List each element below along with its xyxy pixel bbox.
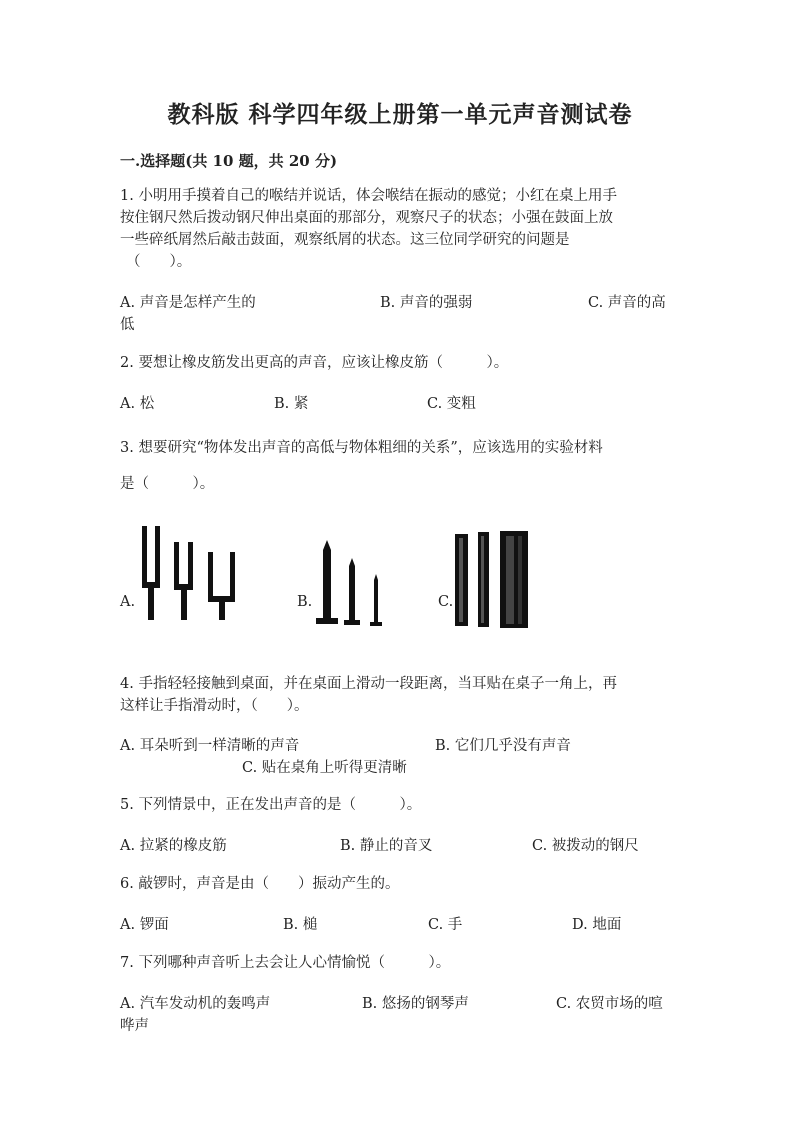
rods-figure [452, 528, 530, 630]
q7-option-c: C. 农贸市场的喧 [556, 996, 663, 1012]
question-1-line: 一些碎纸屑然后敲击鼓面，观察纸屑的状态。这三位同学研究的问题是 [120, 232, 570, 248]
page-title: 教科版 科学四年级上册第一单元声音测试卷 [167, 101, 633, 128]
tuning-forks-figure [138, 522, 248, 622]
q7-option-a: A. 汽车发动机的轰鸣声 [120, 996, 271, 1012]
question-3-stem [120, 430, 675, 502]
question-4-stem [120, 673, 675, 717]
q2-option-c: C. 变粗 [427, 396, 476, 412]
q1-option-b: B. 声音的强弱 [380, 295, 473, 311]
q3-option-c-label: C. [438, 594, 454, 610]
section-heading: 一.选择题(共 10 题，共 20 分) [120, 152, 338, 170]
question-1-stem [120, 185, 675, 273]
q2-option-b: B. 紧 [274, 396, 309, 412]
q1-option-c-wrap: 低 [120, 317, 135, 333]
question-4-line: 4. 手指轻轻接触到桌面，并在桌面上滑动一段距离，当耳贴在桌子一角上，再 [120, 676, 617, 692]
q4-option-c: C. 贴在桌角上听得更清晰 [242, 760, 407, 776]
q1-option-c: C. 声音的高 [588, 295, 666, 311]
q6-option-c: C. 手 [428, 917, 463, 933]
q4-option-a: A. 耳朵听到一样清晰的声音 [120, 738, 300, 754]
question-2-stem: 2. 要想让橡皮筋发出更高的声音，应该让橡皮筋（ ）。 [120, 355, 509, 371]
q6-option-a: A. 锣面 [120, 917, 169, 933]
q5-option-b: B. 静止的音叉 [340, 838, 433, 854]
q4-option-b: B. 它们几乎没有声音 [435, 738, 571, 754]
q7-option-c-wrap: 哗声 [120, 1018, 149, 1034]
q2-option-a: A. 松 [120, 396, 155, 412]
q3-option-a-label: A. [120, 594, 136, 610]
question-6-stem: 6. 敲锣时，声音是由（ ）振动产生的。 [120, 876, 400, 892]
q1-option-a: A. 声音是怎样产生的 [120, 295, 256, 311]
nails-figure [312, 536, 392, 628]
q5-option-c: C. 被拨动的钢尺 [532, 838, 639, 854]
question-5-stem: 5. 下列情景中，正在发出声音的是（ ）。 [120, 797, 422, 813]
question-3-line: 是（ ）。 [120, 476, 215, 492]
question-4-line: 这样让手指滑动时，（ ）。 [120, 698, 309, 714]
question-3-line: 3. 想要研究“物体发出声音的高低与物体粗细的关系”，应该选用的实验材料 [120, 440, 603, 456]
question-7-stem: 7. 下列哪种声音听上去会让人心情愉悦（ ）。 [120, 955, 451, 971]
q6-option-d: D. 地面 [572, 917, 622, 933]
question-1-line: 按住钢尺然后拨动钢尺伸出桌面的那部分，观察尺子的状态；小强在鼓面上放 [120, 210, 613, 226]
q5-option-a: A. 拉紧的橡皮筋 [120, 838, 227, 854]
question-1-line: （ ）。 [126, 254, 192, 270]
question-1-line: 1. 小明用手摸着自己的喉结并说话，体会喉结在振动的感觉；小红在桌上用手 [120, 188, 617, 204]
q7-option-b: B. 悠扬的钢琴声 [362, 996, 469, 1012]
q3-option-b-label: B. [297, 594, 313, 610]
q6-option-b: B. 槌 [283, 917, 318, 933]
